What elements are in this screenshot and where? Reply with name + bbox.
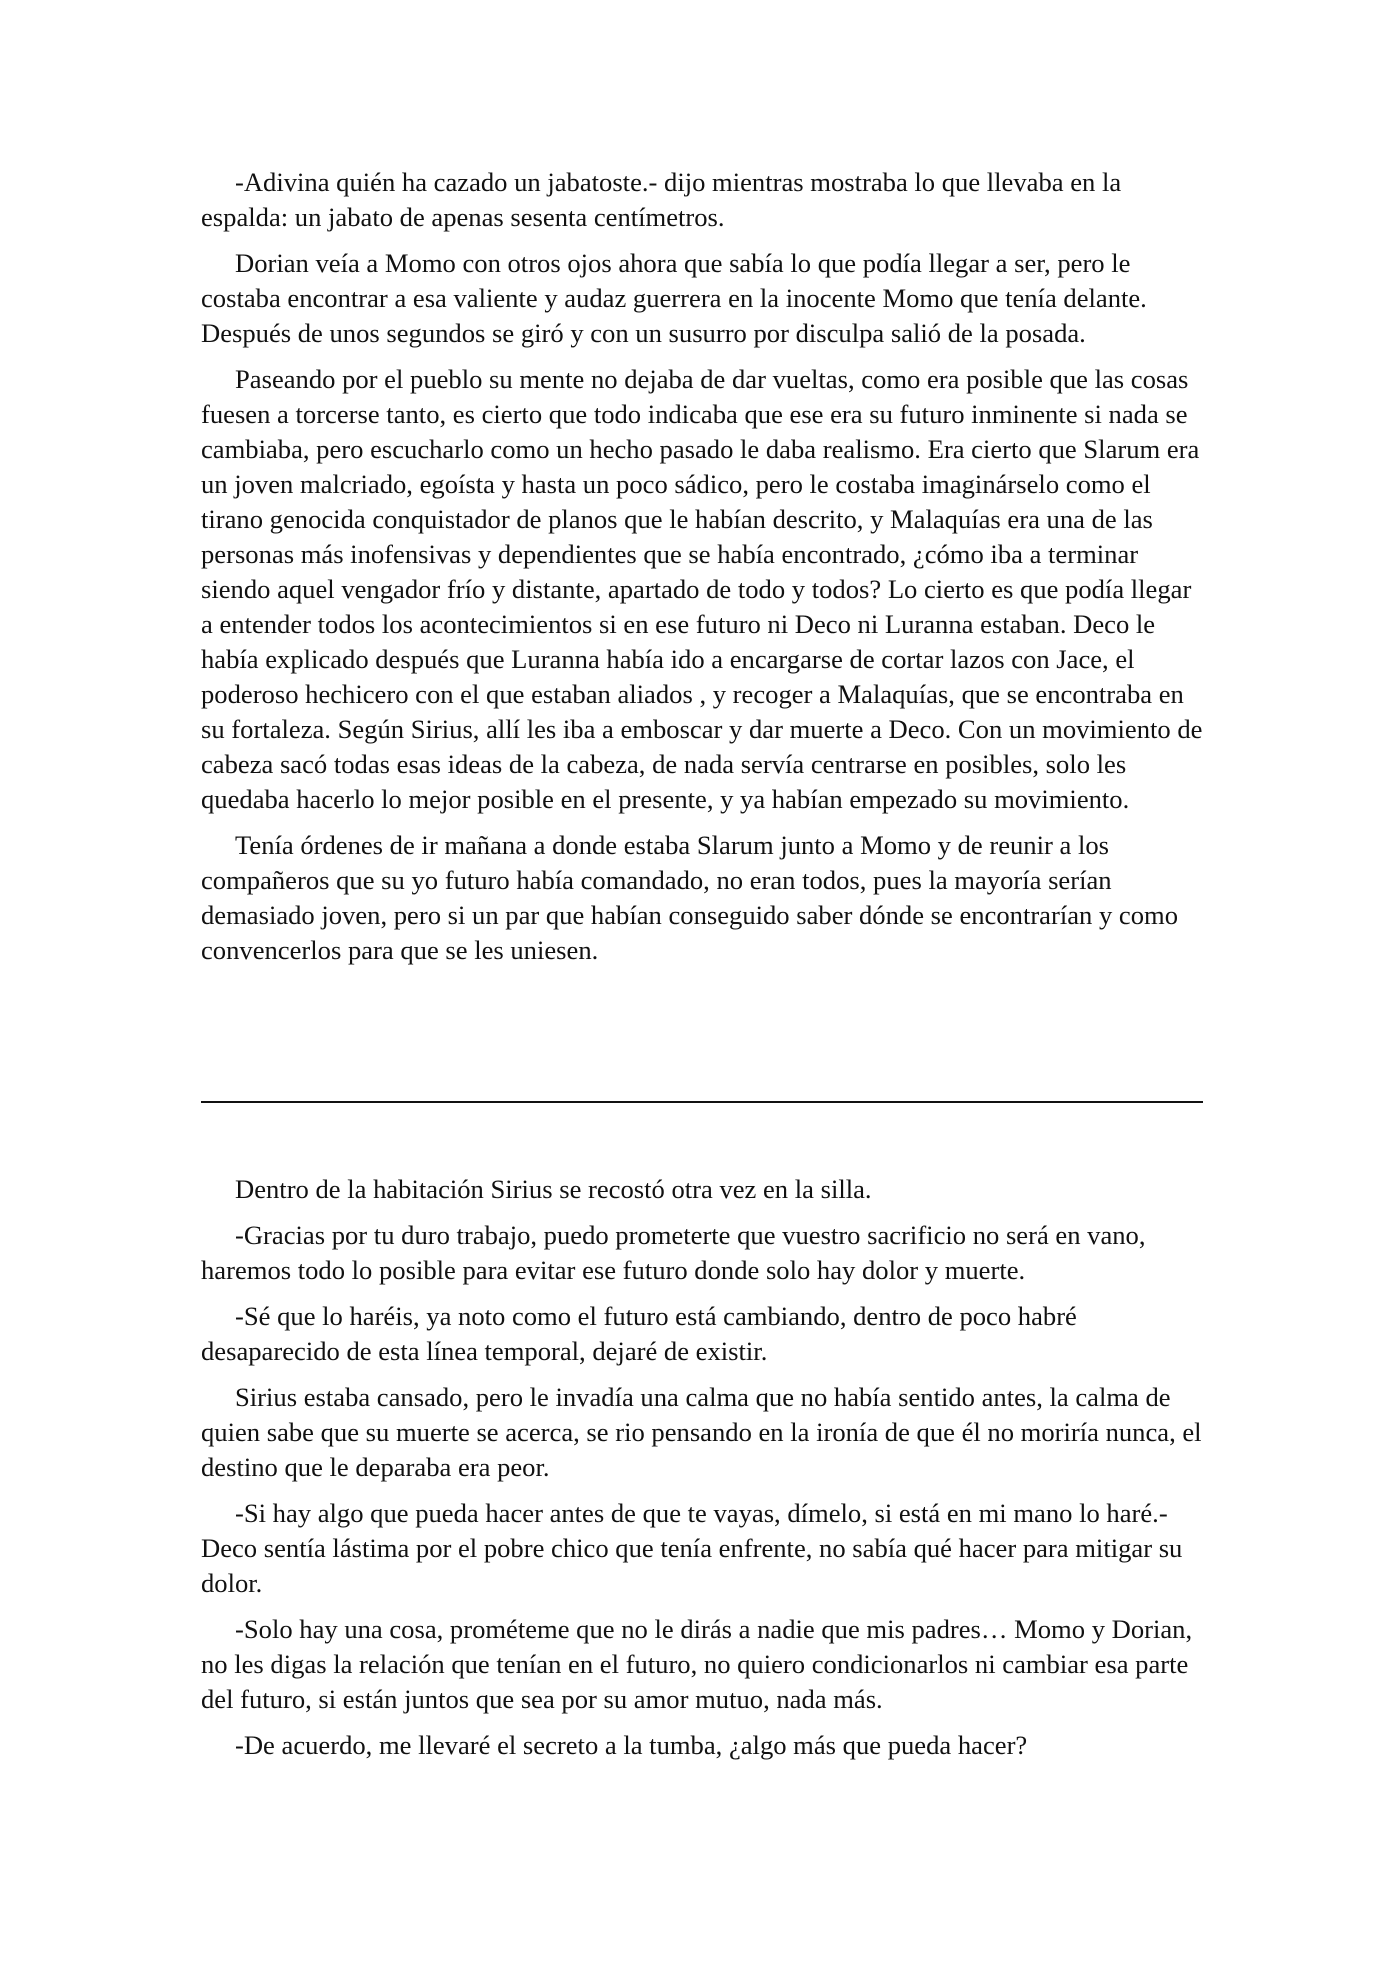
section-before-break <box>201 165 1204 979</box>
paragraph: Paseando por el pueblo su mente no dejaba de dar vueltas, como era posible que las cosas fuesen a torcerse tanto, es cierto que todo indicaba que ese era su futuro inminente si nada se cambiaba, pero escucharlo como un hecho pasado le daba realismo. Era cierto que Slarum era un joven malcriado, egoísta y hasta un poco sádico, pero le costaba imaginárselo como el tirano genocida conquistador de planos que le habían descrito, y Malaquías era una de las personas más inofensivas y dependientes que se había encontrado, ¿cómo iba a terminar siendo aquel vengador frío y distante, apartado de todo y todos? Lo cierto es que podía llegar a entender todos los acontecimientos si en ese futuro ni Deco ni Luranna estaban. Deco le había explicado después que Luranna había ido a encargarse de cortar lazos con Jace, el poderoso hechicero con el que estaban aliados , y recoger a Malaquías, que se encontraba en su fortaleza. Según Sirius, allí les iba a emboscar y dar muerte a Deco. Con un movimiento de cabeza sacó todas esas ideas de la cabeza, de nada servía centrarse en posibles, solo les quedaba hacerlo lo mejor posible en el presente, y ya habían empezado su movimiento. <box>201 364 1203 814</box>
paragraph: Sirius estaba cansado, pero le invadía una calma que no había sentido antes, la calma de quien sabe que su muerte se acerca, se rio pensando en la ironía de que él no moriría nunca, el destino que le deparaba era peor. <box>201 1382 1202 1482</box>
section-divider <box>201 1101 1203 1103</box>
paragraph: -De acuerdo, me llevaré el secreto a la tumba, ¿algo más que pueda hacer? <box>235 1730 1028 1760</box>
paragraph: Dorian veía a Momo con otros ojos ahora que sabía lo que podía llegar a ser, pero le costaba encontrar a esa valiente y audaz guerrera en la inocente Momo que tenía delante. Después de unos segundos se giró y con un susurro por disculpa salió de la posada. <box>201 248 1147 348</box>
section-after-break <box>201 1172 1204 1774</box>
paragraph: -Sé que lo haréis, ya noto como el futuro está cambiando, dentro de poco habré desaparecido de esta línea temporal, dejaré de existir. <box>201 1301 1077 1366</box>
paragraph: Dentro de la habitación Sirius se recostó otra vez en la silla. <box>235 1174 872 1204</box>
paragraph: -Solo hay una cosa, prométeme que no le dirás a nadie que mis padres… Momo y Dorian, no les digas la relación que tenían en el futuro, no quiero condicionarlos ni cambiar esa parte del futuro, si están juntos que sea por su amor mutuo, nada más. <box>201 1614 1193 1714</box>
paragraph: Tenía órdenes de ir mañana a donde estaba Slarum junto a Momo y de reunir a los compañeros que su yo futuro había comandado, no eran todos, pues la mayoría serían demasiado joven, pero si un par que habían conseguido saber dónde se encontrarían y como convencerlos para que se les uniesen. <box>201 830 1179 965</box>
paragraph: -Si hay algo que pueda hacer antes de que te vayas, dímelo, si está en mi mano lo haré.- Deco sentía lástima por el pobre chico que tenía enfrente, no sabía qué hacer para mitigar su dolor. <box>201 1498 1183 1598</box>
paragraph: -Adivina quién ha cazado un jabatoste.- dijo mientras mostraba lo que llevaba en la espalda: un jabato de apenas sesenta centímetros. <box>201 167 1122 232</box>
paragraph: -Gracias por tu duro trabajo, puedo prometerte que vuestro sacrificio no será en vano, haremos todo lo posible para evitar ese futuro donde solo hay dolor y muerte. <box>201 1220 1146 1285</box>
